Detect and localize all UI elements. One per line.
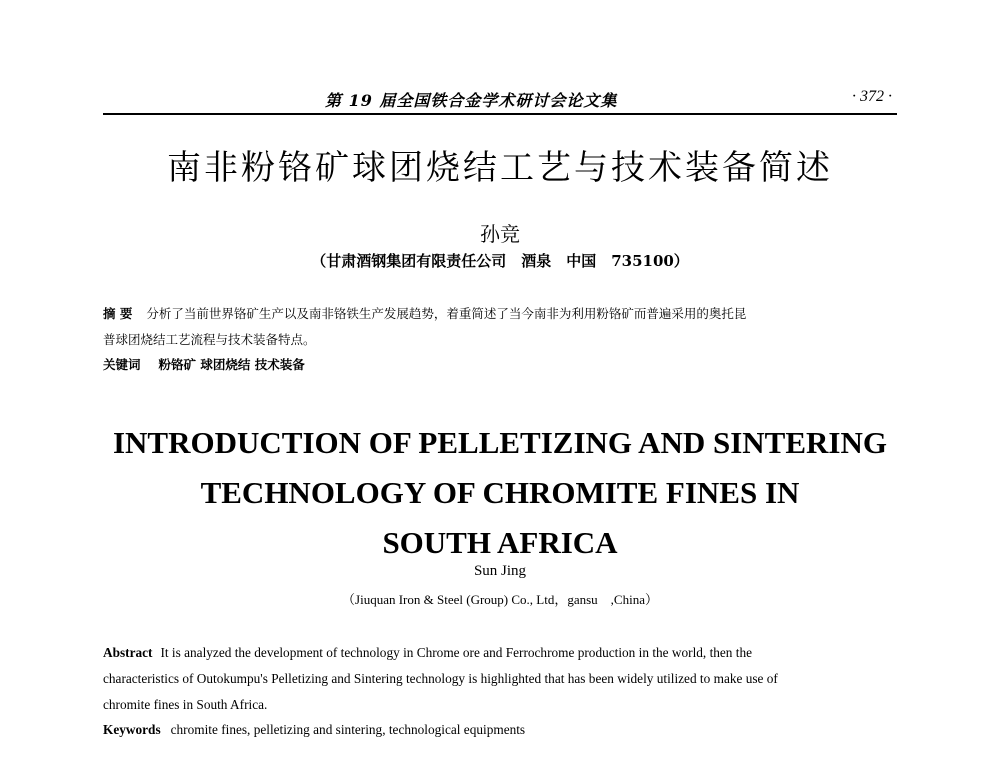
- chinese-keywords-label: 关键词: [103, 357, 141, 372]
- english-abstract-label: Abstract: [103, 645, 153, 660]
- header-rule: [103, 113, 897, 115]
- chinese-abstract-line: 普球团烧结工艺流程与技术装备特点。: [103, 332, 316, 347]
- chinese-title: 南非粉铬矿球团烧结工艺与技术装备简述: [167, 148, 833, 188]
- english-keywords: [103, 722, 897, 738]
- english-abstract: [103, 640, 897, 718]
- english-title-line: TECHNOLOGY OF CHROMITE FINES IN: [200, 475, 800, 510]
- english-abstract-line: characteristics of Outokumpu's Pelletizing and Sintering technology is highlighted that has been widely utilized to make use of: [103, 671, 778, 686]
- english-keywords-text: chromite fines, pelletizing and sintering, technological equipments: [170, 722, 526, 737]
- running-header: 第 19 届全国铁合金学术研讨会论文集: [325, 91, 618, 110]
- english-title: [0, 418, 1000, 568]
- chinese-keywords-text: 粉铬矿 球团烧结 技术装备: [158, 357, 305, 372]
- english-title-line: SOUTH AFRICA: [382, 525, 618, 560]
- chinese-author: 孙竞: [480, 222, 520, 246]
- english-keywords-label: Keywords: [103, 722, 161, 737]
- chinese-abstract: [103, 301, 897, 353]
- english-author: Sun Jing: [473, 563, 527, 579]
- chinese-abstract-label: 摘 要: [103, 306, 133, 321]
- english-abstract-line: It is analyzed the development of technology in Chrome ore and Ferrochrome production in the world, then the: [160, 645, 753, 660]
- chinese-affiliation: （甘肃酒钢集团有限责任公司 酒泉 中国 735100）: [311, 252, 689, 270]
- english-abstract-line: chromite fines in South Africa.: [103, 697, 268, 712]
- english-affiliation: （Jiuquan Iron & Steel (Group) Co., Ltd，gansu ,China）: [342, 592, 658, 607]
- chinese-keywords: [103, 355, 897, 373]
- chinese-abstract-line: 分析了当前世界铬矿生产以及南非铬铁生产发展趋势，着重简述了当今南非为利用粉铬矿而普遍采用的奥托昆: [146, 306, 747, 321]
- english-title-line: INTRODUCTION OF PELLETIZING AND SINTERING: [112, 425, 887, 460]
- page-number: · 372 ·: [852, 88, 892, 105]
